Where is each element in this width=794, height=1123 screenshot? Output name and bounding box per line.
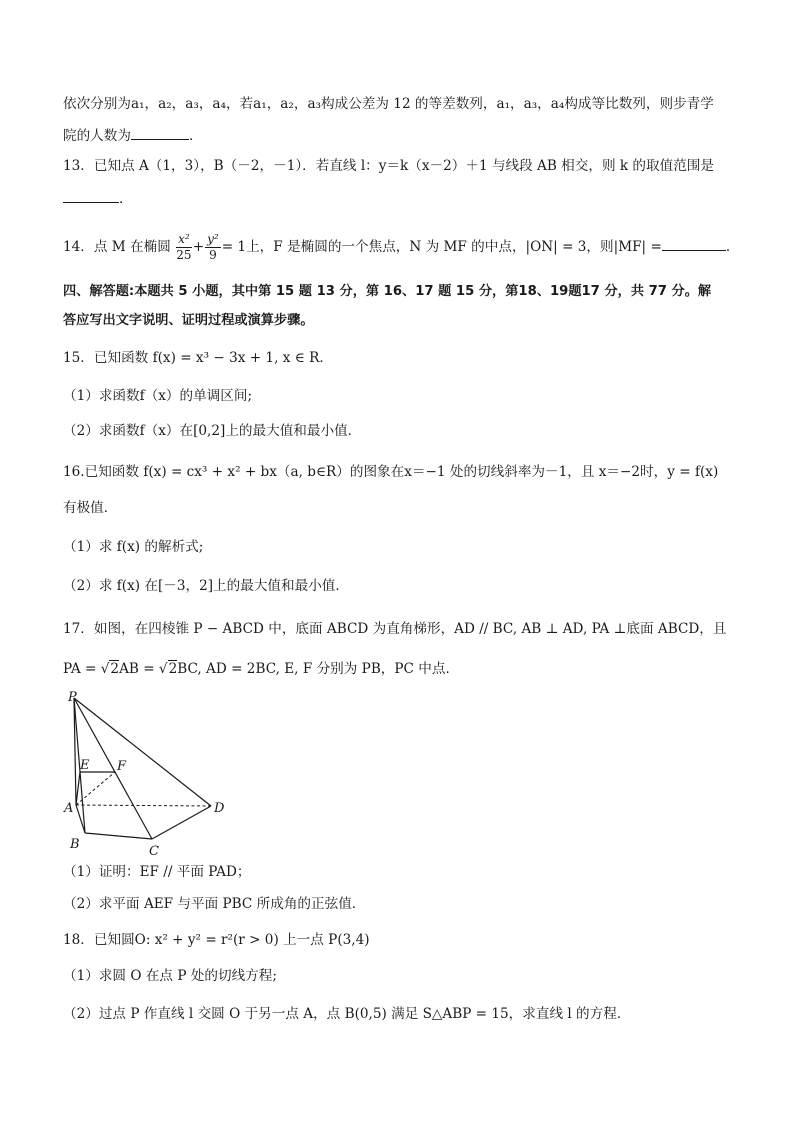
- plus-sign: +: [192, 239, 205, 255]
- edge-AD-hidden: [76, 805, 211, 806]
- q18-part2: [63, 1005, 731, 1023]
- q18-stem: [63, 931, 731, 949]
- q17-stem2: [63, 660, 731, 678]
- q12-text-1: 依次分别为a₁，a₂，a₃，a₄，若a₁，a₂，a₃构成公差为 12 的等差数列，a₁，a₃，a₄构成等比数列，则步青学: [63, 96, 714, 112]
- q17-rest: BC, AD = 2BC, E, F 分别为 PB，PC 中点．: [177, 661, 460, 677]
- q17-part1: [63, 863, 731, 881]
- q13-line2: [63, 189, 731, 208]
- sqrt-sign: √: [158, 661, 168, 677]
- q12-text-2: 院的人数为: [63, 128, 131, 144]
- q16-stem: [63, 463, 731, 481]
- q16-part1: [63, 538, 731, 556]
- q17-ab-eq: AB =: [119, 661, 159, 677]
- q14-line: [63, 232, 740, 263]
- segment-AE: [76, 772, 80, 805]
- label-P: P: [68, 690, 77, 705]
- q14-prefix: 14．点 M 在椭圆: [63, 239, 171, 255]
- q14-middle: 上，F 是椭圆的一个焦点，N 为 MF 的中点，|ON| = 3，则|MF| =: [246, 239, 662, 255]
- q15-stem: [63, 349, 731, 367]
- fraction-x2-25: $\frac{\text{x²}}{25}$: [176, 232, 192, 262]
- q16-stem-text: 16.已知函数 f(x) = cx³ + x² + bx（a, b∈R）的图象在x＝−1 处的切线斜率为－1，且 x＝−2时，y = f(x): [63, 464, 719, 480]
- q16-stem2: [63, 499, 731, 517]
- sqrt-arg: 2: [110, 661, 120, 677]
- equals-one: = 1: [221, 239, 247, 255]
- q12-line2: [63, 126, 731, 145]
- answer-blank[interactable]: [63, 189, 119, 203]
- q16-stem2-text: 有极值．: [63, 500, 118, 516]
- q17-part2: [63, 895, 731, 913]
- q17-part2-text: （2）求平面 AEF 与平面 PBC 所成角的正弦值．: [63, 896, 366, 912]
- q18-part2-text: （2）过点 P 作直线 l 交圆 O 于另一点 A，点 B(0,5) 满足 S△ABP = 15，求直线 l 的方程．: [63, 1006, 631, 1022]
- label-C: C: [149, 844, 159, 858]
- q13-text: 13．已知点 A（1，3），B（－2，－1）．若直线 l：y＝k（x－2）＋1 与线段 AB 相交，则 k 的取值范围是: [63, 158, 714, 174]
- q18-stem-text: 18．已知圆O: x² + y² = r²(r > 0) 上一点 P(3,4): [63, 932, 370, 948]
- answer-blank[interactable]: [131, 126, 189, 140]
- q18-part1: [63, 967, 731, 985]
- q16-part2: [63, 577, 731, 595]
- pyramid-figure: [60, 686, 230, 858]
- label-B: B: [70, 837, 80, 852]
- q15-part1-text: （1）求函数f（x）的单调区间;: [63, 388, 253, 404]
- q15-part2: [63, 422, 731, 440]
- label-A: A: [64, 801, 74, 816]
- q15-stem-text: 15．已知函数 f(x) = x³ − 3x + 1, x ∈ R．: [63, 350, 333, 366]
- q18-part1-text: （1）求圆 O 在点 P 处的切线方程;: [63, 968, 277, 984]
- q14-end: ．: [725, 239, 740, 255]
- q17-part1-text: （1）证明：EF // 平面 PAD；: [63, 864, 251, 880]
- label-F: F: [117, 759, 127, 774]
- q17-stem-text: 17．如图，在四棱锥 P − ABCD 中，底面 ABCD 为直角梯形，AD // BC, AB ⊥ AD, PA ⊥底面 ABCD，且: [63, 621, 727, 637]
- label-E: E: [80, 758, 90, 773]
- fraction-y2-9: $\frac{\text{y²}}{9}$: [207, 232, 219, 262]
- section-heading-2: 答应写出文字说明、证明过程或演算步骤。: [63, 313, 314, 328]
- sqrt-arg: 2: [168, 661, 178, 677]
- q16-part1-text: （1）求 f(x) 的解析式;: [63, 539, 204, 555]
- q15-part2-text: （2）求函数f（x）在[0,2]上的最大值和最小值．: [63, 423, 362, 439]
- q16-part2-text: （2）求 f(x) 在[－3，2]上的最大值和最小值．: [63, 578, 349, 594]
- q15-part1: [63, 387, 731, 405]
- q12-end: ．: [188, 128, 203, 144]
- answer-blank[interactable]: [662, 237, 726, 251]
- edge-BC: [85, 833, 152, 839]
- edge-CD: [152, 806, 211, 839]
- sqrt-sign: √: [100, 661, 110, 677]
- label-D: D: [214, 801, 225, 816]
- q17-pa-eq: PA =: [63, 661, 101, 677]
- q12-line1: [63, 95, 731, 113]
- q13-end: ．: [119, 191, 133, 207]
- q17-stem: [63, 620, 731, 638]
- section-heading-2-row: [63, 312, 731, 330]
- section-heading-1: 四、解答题:本题共 5 小题，其中第 15 题 13 分，第 16、17 题 15 分，第18、19题17 分，共 77 分。解: [63, 284, 712, 299]
- q13-line1: [63, 157, 731, 175]
- section-heading: [63, 283, 731, 301]
